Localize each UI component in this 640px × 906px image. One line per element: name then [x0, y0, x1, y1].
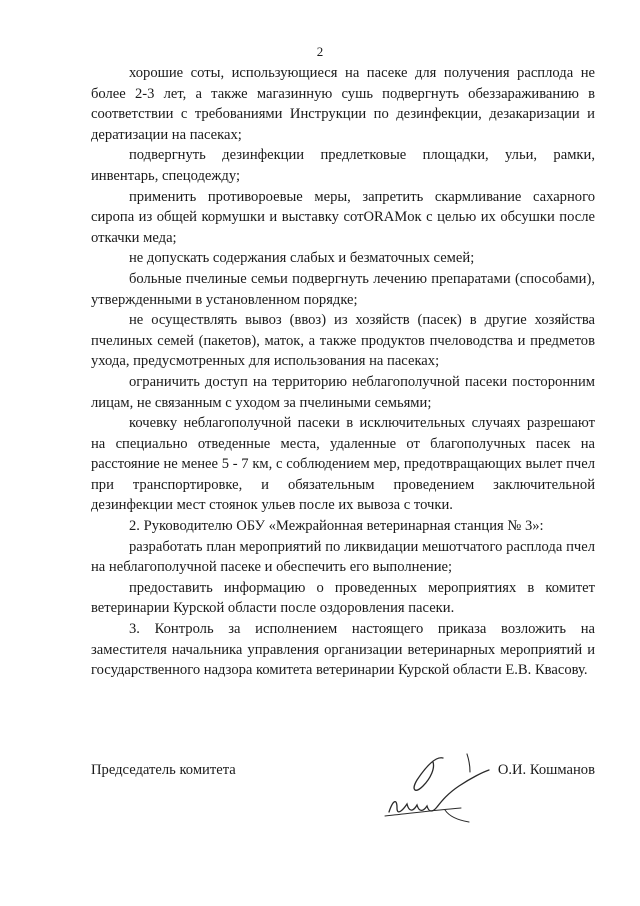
paragraph-combs-disinfection: хорошие соты, использующиеся на пасеке для получения расплода не более 2-3 лет, а также магазинную сушь подвергнуть обеззараживанию в соответствии с требованиями Инструкции по дезинфекции, дезакаризации и дератизации на пасеках; — [91, 65, 595, 143]
paragraph-section-2: 2. Руководителю ОБУ «Межрайонная ветеринарная станция № 3»: — [129, 518, 544, 535]
paragraph-section-3: 3. Контроль за исполнением настоящего приказа возложить на заместителя начальника управления организации ветеринарных мероприятий и государственного надзора комитета ветеринарии Курской области Е.В. Квасову. — [91, 621, 595, 679]
paragraph-transport-ban: не осуществлять вывоз (ввоз) из хозяйств (пасек) в другие хозяйства пчелиных семей (пакетов), маток, а также продуктов пчеловодства и предметов ухода, предусмотренных для использования на пасеках; — [91, 312, 595, 370]
paragraph-disinfect-equipment: подвергнуть дезинфекции предлетковые площадки, ульи, рамки, инвентарь, спецодежду; — [91, 147, 595, 184]
signatory-name: О.И. Кошманов — [497, 762, 595, 778]
paragraph-action-plan: разработать план мероприятий по ликвидации мешотчатого расплода пчел на неблагополучной пасеке и обеспечить его выполнение; — [91, 538, 595, 576]
signatory-title: Председатель комитета — [91, 762, 236, 778]
page-number: 2 — [316, 44, 324, 59]
paragraph-anti-swarming: применить противороевые меры, запретить скармливание сахарного сиропа из общей кормушки и выставку сотORAMок с целью их обсушки после откачки меда; — [91, 188, 595, 246]
paragraph-migration: кочевку неблагополучной пасеки в исключительных случаях разрешают на специально отведенные места, удаленные от благополучных пасек на расстояние не менее 5 - 7 км, с соблюдением мер, предотвращающих вылет пчел при транспортировке, и обязательным проведением заключительной дезинфекции мест стоянок ульев после их вывоза с точки. — [91, 415, 595, 514]
paragraph-access-restriction: ограничить доступ на территорию неблагополучной пасеки посторонним лицам, не связанным с уходом за пчелиными семьями; — [91, 373, 595, 411]
paragraph-treatment: больные пчелиные семьи подвергнуть лечению препаратами (способами), утвержденными в установленном порядке; — [91, 270, 595, 308]
paragraph-weak-colonies: не допускать содержания слабых и безматочных семей; — [129, 250, 475, 267]
handwritten-signature — [375, 750, 495, 830]
document-body — [91, 63, 595, 681]
paragraph-report: предоставить информацию о проведенных мероприятиях в комитет ветеринарии Курской области после оздоровления пасеки. — [91, 579, 595, 617]
